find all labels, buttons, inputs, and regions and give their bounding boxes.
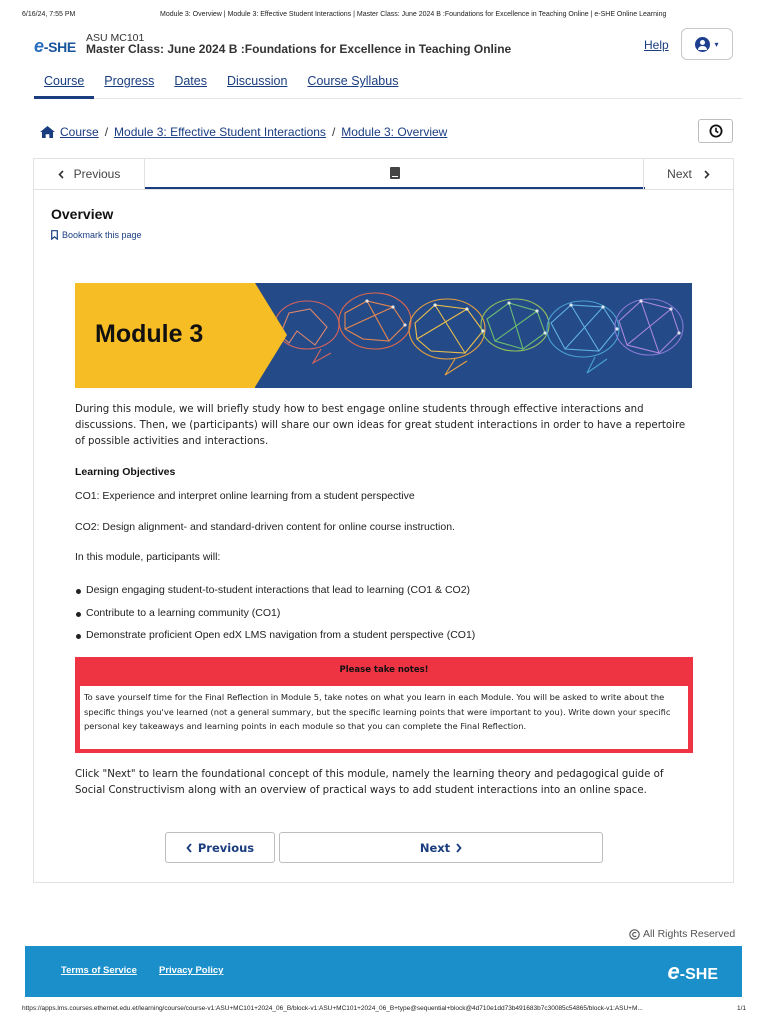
outcomes-list: [86, 584, 475, 652]
terms-of-service-link[interactable]: Terms of Service: [61, 965, 137, 976]
print-url: https://apps.lms.courses.ethernet.edu.et/learning/course/course-v1:ASU+MC101+2024_06_B/block-v1:ASU+MC101+2024_06_B+type@sequential+block@4d710e1dd73b491683b7c30085c54865/block-v1:ASU+M...: [22, 1005, 643, 1012]
rights-text: All Rights Reserved: [643, 928, 736, 940]
callout-title: Please take notes!: [339, 665, 429, 675]
learning-objectives-heading: Learning Objectives: [75, 466, 176, 478]
list-item: Contribute to a learning community (CO1): [86, 607, 475, 630]
course-org: ASU MC101: [86, 32, 145, 44]
next-button[interactable]: [279, 832, 603, 863]
copyright-notice: [629, 928, 735, 940]
chevron-right-icon: [704, 170, 710, 179]
next-button-label: Next: [419, 840, 451, 855]
tab-discussion[interactable]: Discussion: [226, 74, 288, 88]
sequence-unit-tab[interactable]: [145, 159, 645, 189]
site-header: [30, 28, 738, 68]
list-item: Demonstrate proficient Open edX LMS navigation from a student perspective (CO1): [86, 629, 475, 652]
sequence-previous-button[interactable]: [34, 159, 145, 189]
tab-course[interactable]: Course: [34, 72, 94, 99]
user-icon: [695, 37, 710, 52]
bookmark-label: Bookmark this page: [62, 230, 142, 240]
unit-title: Overview: [51, 206, 114, 222]
home-icon[interactable]: [40, 126, 55, 138]
breadcrumb-separator: /: [104, 125, 109, 139]
tab-course-syllabus[interactable]: Course Syllabus: [307, 74, 399, 88]
list-item: Design engaging student-to-student interactions that lead to learning (CO1 & CO2): [86, 584, 475, 607]
print-page-number: 1/1: [736, 1005, 746, 1012]
bookmark-icon: [51, 230, 58, 240]
sequence-navigation: [34, 159, 733, 190]
participants-intro: In this module, participants will:: [75, 551, 221, 563]
banner-arrow: [255, 283, 287, 387]
tab-dates[interactable]: Dates: [174, 74, 207, 88]
objective-co2: CO2: Design alignment- and standard-driven content for online course instruction.: [75, 521, 455, 533]
footer-eshe-logo: e-SHE: [667, 959, 718, 984]
sequence-next-label: Next: [667, 167, 692, 181]
breadcrumb-module[interactable]: Module 3: Effective Student Interactions: [114, 125, 326, 139]
eshe-logo[interactable]: e-SHE: [34, 36, 76, 56]
history-icon: [709, 124, 723, 138]
breadcrumb-separator: /: [331, 125, 336, 139]
next-instruction-paragraph: Click "Next" to learn the foundational concept of this module, namely the learning theory and pedagogical guide of Social Constructivism along with an overview of practical ways to add student interactions into an online space.: [75, 769, 664, 796]
sequence-next-button[interactable]: [643, 159, 733, 189]
callout-body: To save yourself time for the Final Reflection in Module 5, take notes on what you learn in each Module. You will be asked to write about the specific things you've learned (not a general summary, but the specific learning points that were important to you). Write down your specific personal key takeaways and learning points in each module so that you can complete the Final Reflection.: [80, 686, 688, 749]
history-button[interactable]: [698, 119, 733, 143]
bookmark-button[interactable]: [51, 230, 142, 240]
banner-title: Module 3: [95, 320, 204, 348]
site-footer: [25, 946, 742, 997]
breadcrumb-unit[interactable]: Module 3: Overview: [341, 125, 448, 139]
print-footer: [22, 1005, 746, 1015]
tab-progress[interactable]: Progress: [104, 74, 155, 88]
objective-co1: CO1: Experience and interpret online learning from a student perspective: [75, 490, 415, 502]
previous-button-label: Previous: [197, 840, 255, 855]
unit-card: [33, 158, 734, 883]
print-doc-title: Module 3: Overview | Module 3: Effective Student Interactions | Master Class: June 2024 B :Foundations for Excellence in Teaching Online | e-SHE Online Learning: [160, 11, 667, 18]
course-tabs: [34, 72, 742, 99]
chevron-left-icon: [186, 843, 192, 853]
print-date: 6/16/24, 7:55 PM: [22, 11, 76, 18]
book-icon: [390, 167, 400, 179]
sequence-previous-label: Previous: [73, 167, 121, 181]
breadcrumb: [40, 125, 447, 139]
previous-button[interactable]: [165, 832, 275, 863]
take-notes-callout: [75, 657, 693, 753]
privacy-policy-link[interactable]: Privacy Policy: [159, 965, 224, 976]
chevron-right-icon: [456, 843, 462, 853]
copyright-icon: [629, 929, 640, 940]
user-menu-button[interactable]: [681, 28, 733, 60]
course-title: Master Class: June 2024 B :Foundations for Excellence in Teaching Online: [86, 42, 512, 56]
module-banner-image: [75, 283, 692, 388]
print-header: [22, 11, 746, 21]
help-link[interactable]: Help: [644, 38, 669, 52]
chevron-left-icon: [58, 170, 64, 179]
breadcrumb-course[interactable]: Course: [60, 125, 99, 139]
intro-paragraph: During this module, we will briefly study how to best engage online students through effective interactions and discussions. Then, we (participants) will share our own ideas for great student interactions in order to have a repertoire of possible activities and interactions.: [75, 404, 686, 447]
chevron-down-icon: ▾: [714, 39, 719, 49]
